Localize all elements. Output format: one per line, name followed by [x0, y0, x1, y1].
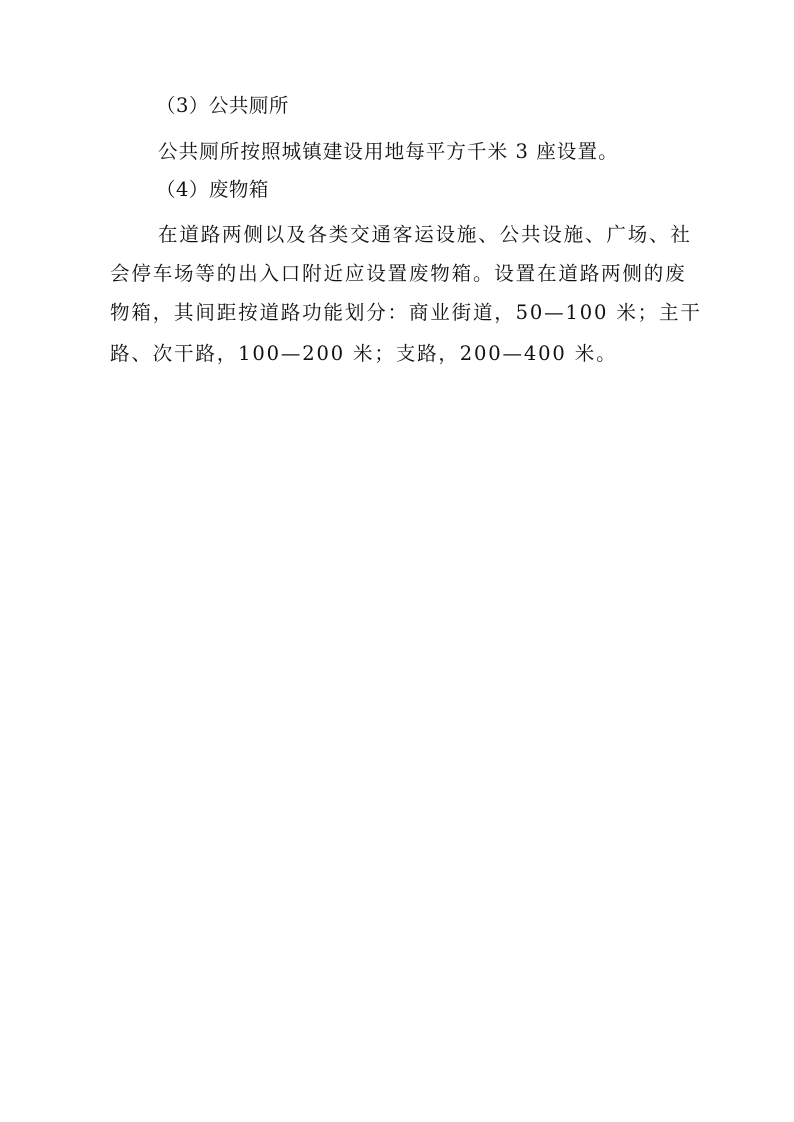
section-4-paragraph-line-1: 在道路两侧以及各类交通客运设施、公共设施、广场、社: [158, 223, 692, 246]
section-3-heading: （3）公共厕所: [156, 94, 289, 117]
section-4-paragraph-line-4: 路、次干路，100—200 米；支路，200—400 米。: [110, 342, 618, 365]
section-4-paragraph-line-2: 会停车场等的出入口附近应设置废物箱。设置在道路两侧的废: [110, 262, 687, 285]
section-4-paragraph-line-3: 物箱，其间距按道路功能划分：商业街道，50—100 米；主干: [110, 301, 702, 324]
section-4-heading: （4）废物箱: [156, 178, 269, 201]
section-3-paragraph: 公共厕所按照城镇建设用地每平方千米 3 座设置。: [158, 140, 619, 163]
